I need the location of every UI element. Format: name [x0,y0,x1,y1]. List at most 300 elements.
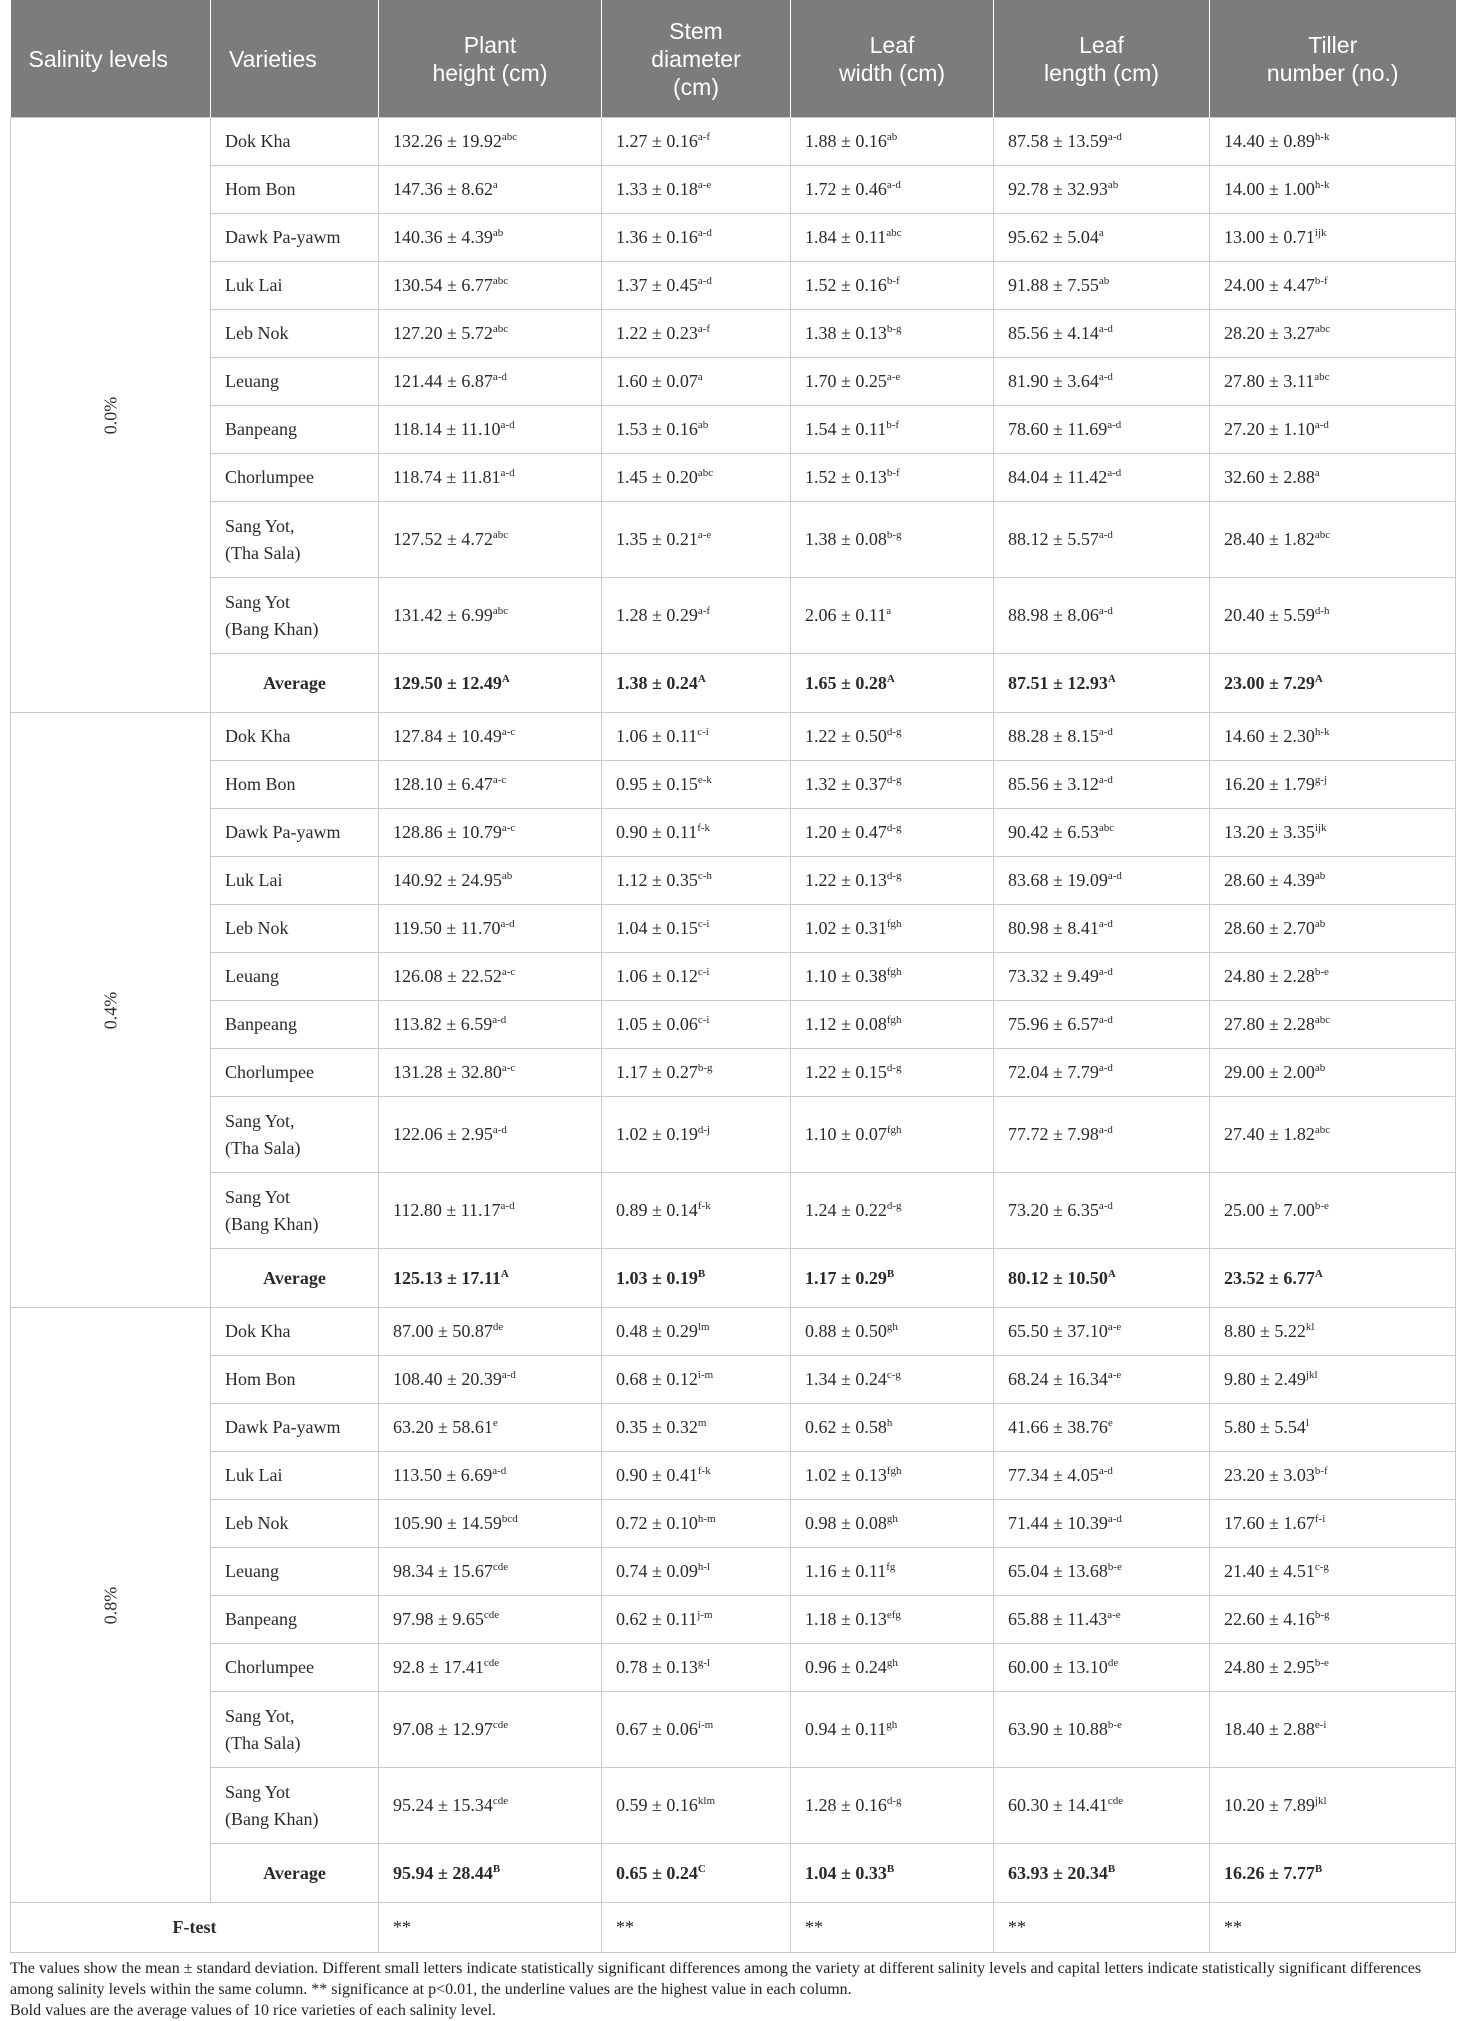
variety-cell [211,358,379,406]
cell-value: 0.62 ± 0.58 [805,1417,887,1437]
significance-letters: b-f [886,467,900,479]
significance-letters: e-i [1314,1719,1327,1731]
leaf-length-cell [994,214,1210,262]
plant-height-cell [379,454,602,502]
significance-letters: C [697,1862,706,1875]
tiller-number-cell [1210,1173,1456,1249]
significance-letters: d-g [886,774,902,786]
significance-letters: m [697,1417,707,1429]
cell-value: 0.48 ± 0.29 [616,1321,698,1341]
leaf-width-cell [791,310,994,358]
significance-letters: c-i [697,1014,710,1026]
significance-letters: B [492,1862,501,1875]
header-salinity-levels: Salinity levels [11,0,211,118]
cell-value: 128.86 ± 10.79 [393,822,502,842]
variety-name: Dok Kha [225,131,291,151]
cell-value: 80.12 ± 10.50 [1008,1267,1108,1288]
leaf-length-cell [994,1692,1210,1768]
average-leaf-width-cell [791,1844,994,1903]
significance-letters: a-e [697,179,712,191]
cell-value: 60.00 ± 13.10 [1008,1657,1108,1677]
header-leaf-width: Leaf width (cm) [791,0,994,118]
leaf-length-cell [994,1548,1210,1596]
table-row [11,310,1456,358]
cell-value: 1.18 ± 0.13 [805,1609,887,1629]
table-row [11,953,1456,1001]
cell-value: 1.53 ± 0.16 [616,419,698,439]
plant-height-cell [379,1404,602,1452]
stem-diameter-cell [602,857,791,905]
cell-value: 90.42 ± 6.53 [1008,822,1099,842]
data-table [10,0,1456,1953]
cell-value: 1.28 ± 0.16 [805,1795,887,1815]
tiller-number-cell [1210,358,1456,406]
cell-value: 1.24 ± 0.22 [805,1200,887,1220]
cell-value: 1.16 ± 0.11 [805,1561,887,1581]
significance-letters: b-f [1314,275,1328,287]
significance-letters: b-e [1107,1719,1122,1731]
cell-value: 23.52 ± 6.77 [1224,1267,1315,1288]
significance-letters: cde [1107,1795,1124,1807]
cell-value: 13.00 ± 0.71 [1224,227,1315,247]
variety-name: Leuang [225,1561,279,1581]
table-row [11,1548,1456,1596]
significance-letters: fgh [886,1465,902,1477]
cell-value: 1.04 ± 0.33 [805,1862,887,1883]
variety-name: Sang Yot [225,591,291,612]
significance-letters: d-j [697,1124,711,1136]
plant-height-cell [379,1596,602,1644]
significance-letters: d-h [1314,605,1330,617]
cell-value: 1.06 ± 0.12 [616,966,698,986]
variety-cell [211,761,379,809]
significance-letters: A [697,672,706,685]
cell-value: 1.28 ± 0.29 [616,605,698,625]
variety-cell [211,1452,379,1500]
significance-letters: gh [886,1657,898,1669]
cell-value: 105.90 ± 14.59 [393,1513,502,1533]
significance-letters: d-g [886,1200,902,1212]
tiller-number-cell [1210,1097,1456,1173]
significance-letters: a-d [492,371,507,383]
f-test-plant-height-cell: ** [379,1903,602,1953]
cell-value: 27.20 ± 1.10 [1224,419,1315,439]
stem-diameter-cell [602,1173,791,1249]
cell-value: 121.44 ± 6.87 [393,371,493,391]
plant-height-cell [379,1097,602,1173]
cell-value: 27.80 ± 2.28 [1224,1014,1315,1034]
variety-name: Chorlumpee [225,1062,314,1082]
table-row [11,1404,1456,1452]
variety-name: Banpeang [225,1609,297,1629]
leaf-length-cell [994,1404,1210,1452]
cell-value: 0.62 ± 0.11 [616,1609,698,1629]
cell-value: 1.12 ± 0.35 [616,870,698,890]
cell-value: 1.70 ± 0.25 [805,371,887,391]
f-test-label: F-test [11,1903,379,1953]
salinity-level-cell [11,1308,211,1903]
significance-letters: a-d [501,1369,516,1381]
footnote-statistics: The values show the mean ± standard deviation. Different small letters indicate statistically significant differences among the variety at different salinity levels and capital letters indicate statistically significant differences among salinity levels within the same column. ** significance at p<0.01, the underline values are the highest value in each column. [10,1960,1422,1998]
leaf-width-cell [791,1644,994,1692]
leaf-length-cell [994,1452,1210,1500]
table-row [11,809,1456,857]
significance-letters: a-d [1098,371,1113,383]
cell-value: 71.44 ± 10.39 [1008,1513,1108,1533]
leaf-length-cell [994,1173,1210,1249]
tiller-number-cell [1210,1500,1456,1548]
significance-letters: gh [886,1513,898,1525]
cell-value: 2.06 ± 0.11 [805,605,887,625]
tiller-number-cell [1210,1404,1456,1452]
cell-value: 80.98 ± 8.41 [1008,918,1099,938]
table-row [11,1173,1456,1249]
average-label: Average [211,654,379,713]
tiller-number-cell [1210,1768,1456,1844]
leaf-length-cell [994,857,1210,905]
significance-letters: abc [1314,1124,1331,1136]
significance-letters: A [501,672,510,685]
significance-letters: d-g [886,822,902,834]
variety-cell [211,1173,379,1249]
plant-height-cell [379,502,602,578]
cell-value: 16.26 ± 7.77 [1224,1862,1315,1883]
average-stem-diameter-cell [602,654,791,713]
cell-value: 63.90 ± 10.88 [1008,1719,1108,1739]
cell-value: 73.20 ± 6.35 [1008,1200,1099,1220]
significance-letters: de [1107,1657,1119,1669]
f-test-row [11,1903,1456,1953]
significance-letters: a [1098,227,1104,239]
significance-letters: e [492,1417,498,1429]
tiller-number-cell [1210,1644,1456,1692]
significance-letters: h-k [1314,131,1330,143]
plant-height-cell [379,166,602,214]
significance-letters: a-e [1107,1369,1122,1381]
significance-letters: ab [492,227,504,239]
cell-value: 0.90 ± 0.11 [616,822,698,842]
significance-letters: a-d [1107,467,1122,479]
significance-letters: a-e [697,529,712,541]
cell-value: 92.78 ± 32.93 [1008,179,1108,199]
significance-letters: a-d [492,1014,507,1026]
cell-value: 10.20 ± 7.89 [1224,1795,1315,1815]
significance-letters: a-d [500,467,515,479]
table-row [11,1452,1456,1500]
variety-cell [211,214,379,262]
significance-letters: abc [501,131,518,143]
cell-value: 1.22 ± 0.23 [616,323,698,343]
significance-letters: abc [697,467,714,479]
significance-letters: lm [697,1321,710,1333]
tiller-number-cell [1210,761,1456,809]
significance-letters: a-d [500,419,515,431]
variety-cell [211,857,379,905]
variety-cell [211,1097,379,1173]
significance-letters: fg [886,1561,896,1573]
significance-letters: a-d [1098,966,1113,978]
plant-height-cell [379,809,602,857]
cell-value: 13.20 ± 3.35 [1224,822,1315,842]
plant-height-cell [379,262,602,310]
significance-letters: fgh [886,966,902,978]
cell-value: 8.80 ± 5.22 [1224,1321,1306,1341]
cell-value: 23.00 ± 7.29 [1224,672,1315,693]
plant-height-cell [379,1644,602,1692]
stem-diameter-cell [602,713,791,761]
cell-value: 87.51 ± 12.93 [1008,672,1108,693]
plant-height-cell [379,578,602,654]
table-body [11,118,1456,1953]
variety-name: Sang Yot, [225,515,295,536]
tiller-number-cell [1210,905,1456,953]
stem-diameter-cell [602,1001,791,1049]
leaf-width-cell [791,1097,994,1173]
cell-value: 16.20 ± 1.79 [1224,774,1315,794]
significance-letters: a-d [1098,1124,1113,1136]
significance-letters: a-d [1107,419,1122,431]
leaf-width-cell [791,1548,994,1596]
significance-letters: a [1314,467,1320,479]
significance-letters: a-d [1098,1062,1113,1074]
cell-value: 14.00 ± 1.00 [1224,179,1315,199]
cell-value: 0.74 ± 0.09 [616,1561,698,1581]
significance-letters: a-d [1314,419,1329,431]
stem-diameter-cell [602,1404,791,1452]
leaf-length-cell [994,1644,1210,1692]
cell-value: 1.54 ± 0.11 [805,419,887,439]
significance-letters: A [1107,1267,1116,1280]
cell-value: 0.96 ± 0.24 [805,1657,887,1677]
significance-letters: b-e [1107,1561,1122,1573]
cell-value: 1.06 ± 0.11 [616,726,698,746]
cell-value: 20.40 ± 5.59 [1224,605,1315,625]
leaf-width-cell [791,809,994,857]
significance-letters: b-f [886,275,900,287]
leaf-width-cell [791,1049,994,1097]
tiller-number-cell [1210,953,1456,1001]
significance-letters: a [697,371,703,383]
plant-height-cell [379,1173,602,1249]
significance-letters: c-h [697,870,712,882]
significance-letters: a-e [886,371,901,383]
header-stem-diameter: Stem diameter (cm) [602,0,791,118]
cell-value: 118.74 ± 11.81 [393,467,501,487]
tiller-number-cell [1210,310,1456,358]
leaf-width-cell [791,454,994,502]
table-row [11,857,1456,905]
variety-name: Dawk Pa-yawm [225,227,341,247]
stem-diameter-cell [602,1049,791,1097]
cell-value: 27.80 ± 3.11 [1224,371,1315,391]
f-test-leaf-width-cell: ** [791,1903,994,1953]
significance-letters: A [1107,672,1116,685]
table-row [11,713,1456,761]
plant-height-cell [379,953,602,1001]
average-leaf-width-cell [791,654,994,713]
footnote-bold: Bold values are the average values of 10 rice varieties of each salinity level. [10,2002,497,2019]
significance-letters: a-d [1098,774,1113,786]
tiller-number-cell [1210,809,1456,857]
cell-value: 73.32 ± 9.49 [1008,966,1099,986]
significance-letters: b-f [886,419,900,431]
cell-value: 112.80 ± 11.17 [393,1200,501,1220]
significance-letters: a-d [500,918,515,930]
cell-value: 1.17 ± 0.27 [616,1062,698,1082]
significance-letters: B [1314,1862,1323,1875]
stem-diameter-cell [602,310,791,358]
leaf-length-cell [994,905,1210,953]
significance-letters: j-m [697,1609,713,1621]
cell-value: 122.06 ± 2.95 [393,1124,493,1144]
cell-value: 1.22 ± 0.15 [805,1062,887,1082]
plant-height-cell [379,1049,602,1097]
cell-value: 25.00 ± 7.00 [1224,1200,1315,1220]
table-row [11,1500,1456,1548]
cell-value: 113.82 ± 6.59 [393,1014,493,1034]
plant-height-cell [379,1452,602,1500]
leaf-length-cell [994,310,1210,358]
significance-letters: a-f [697,323,711,335]
significance-letters: d-g [886,726,902,738]
significance-letters: b-e [1314,966,1329,978]
significance-letters: a-c [492,774,507,786]
significance-letters: abc [492,605,509,617]
average-tiller-number-cell [1210,1249,1456,1308]
variety-name: (Bang Khan) [225,1808,319,1829]
cell-value: 1.52 ± 0.16 [805,275,887,295]
header-tiller-number: Tiller number (no.) [1210,0,1456,118]
leaf-length-cell [994,1500,1210,1548]
significance-letters: ab [697,419,709,431]
cell-value: 0.68 ± 0.12 [616,1369,698,1389]
variety-name: Leb Nok [225,1513,289,1533]
cell-value: 1.02 ± 0.13 [805,1465,887,1485]
significance-letters: a-d [500,1200,515,1212]
leaf-width-cell [791,905,994,953]
cell-value: 1.17 ± 0.29 [805,1267,887,1288]
cell-value: 0.59 ± 0.16 [616,1795,698,1815]
leaf-width-cell [791,118,994,166]
tiller-number-cell [1210,578,1456,654]
variety-name: (Tha Sala) [225,542,301,563]
leaf-width-cell [791,406,994,454]
cell-value: 1.10 ± 0.38 [805,966,887,986]
leaf-length-cell [994,118,1210,166]
variety-name: Leb Nok [225,323,289,343]
cell-value: 87.58 ± 13.59 [1008,131,1108,151]
cell-value: 1.05 ± 0.06 [616,1014,698,1034]
variety-cell [211,166,379,214]
cell-value: 24.80 ± 2.28 [1224,966,1315,986]
significance-letters: cde [483,1609,500,1621]
cell-value: 91.88 ± 7.55 [1008,275,1099,295]
cell-value: 0.95 ± 0.15 [616,774,698,794]
salinity-level-label: 0.0% [100,396,120,434]
cell-value: 63.20 ± 58.61 [393,1417,493,1437]
cell-value: 140.92 ± 24.95 [393,870,502,890]
cell-value: 127.84 ± 10.49 [393,726,502,746]
significance-letters: abc [492,275,509,287]
leaf-width-cell [791,214,994,262]
leaf-width-cell [791,166,994,214]
tiller-number-cell [1210,262,1456,310]
tiller-number-cell [1210,1596,1456,1644]
cell-value: 0.65 ± 0.24 [616,1862,698,1883]
table-header [11,0,1456,118]
plant-height-cell [379,1001,602,1049]
variety-name: Leb Nok [225,918,289,938]
cell-value: 88.98 ± 8.06 [1008,605,1099,625]
leaf-length-cell [994,454,1210,502]
variety-cell [211,905,379,953]
significance-letters: b-g [697,1062,713,1074]
cell-value: 1.65 ± 0.28 [805,672,887,693]
variety-cell [211,953,379,1001]
significance-letters: b-f [1314,1465,1328,1477]
stem-diameter-cell [602,1500,791,1548]
significance-letters: a-d [1098,323,1113,335]
cell-value: 1.45 ± 0.20 [616,467,698,487]
f-test-leaf-length-cell: ** [994,1903,1210,1953]
variety-name: Hom Bon [225,774,296,794]
significance-letters: a [886,605,892,617]
significance-letters: c-i [697,918,710,930]
significance-letters: a-d [1098,529,1113,541]
stem-diameter-cell [602,166,791,214]
significance-letters: b-g [886,529,902,541]
leaf-length-cell [994,358,1210,406]
stem-diameter-cell [602,262,791,310]
leaf-width-cell [791,1308,994,1356]
leaf-length-cell [994,1768,1210,1844]
table-row [11,166,1456,214]
cell-value: 28.40 ± 1.82 [1224,529,1315,549]
significance-letters: a-d [1098,918,1113,930]
significance-letters: c-g [886,1369,901,1381]
cell-value: 85.56 ± 3.12 [1008,774,1099,794]
variety-cell [211,1049,379,1097]
stem-diameter-cell [602,1452,791,1500]
cell-value: 28.60 ± 2.70 [1224,918,1315,938]
cell-value: 81.90 ± 3.64 [1008,371,1099,391]
f-test-tiller-number-cell: ** [1210,1903,1456,1953]
cell-value: 132.26 ± 19.92 [393,131,502,151]
average-plant-height-cell [379,654,602,713]
stem-diameter-cell [602,1097,791,1173]
cell-value: 1.02 ± 0.31 [805,918,887,938]
leaf-length-cell [994,1001,1210,1049]
table-row [11,1097,1456,1173]
plant-height-cell [379,310,602,358]
leaf-width-cell [791,713,994,761]
cell-value: 0.90 ± 0.41 [616,1465,698,1485]
significance-letters: a-f [697,131,711,143]
significance-letters: a-d [1107,870,1122,882]
cell-value: 1.52 ± 0.13 [805,467,887,487]
tiller-number-cell [1210,502,1456,578]
variety-name: Dawk Pa-yawm [225,1417,341,1437]
variety-name: (Tha Sala) [225,1732,301,1753]
significance-letters: fgh [886,1014,902,1026]
cell-value: 85.56 ± 4.14 [1008,323,1099,343]
stem-diameter-cell [602,1596,791,1644]
cell-value: 28.20 ± 3.27 [1224,323,1315,343]
significance-letters: ab [1314,1062,1326,1074]
table-row [11,1049,1456,1097]
tiller-number-cell [1210,1049,1456,1097]
significance-letters: abc [1314,323,1331,335]
